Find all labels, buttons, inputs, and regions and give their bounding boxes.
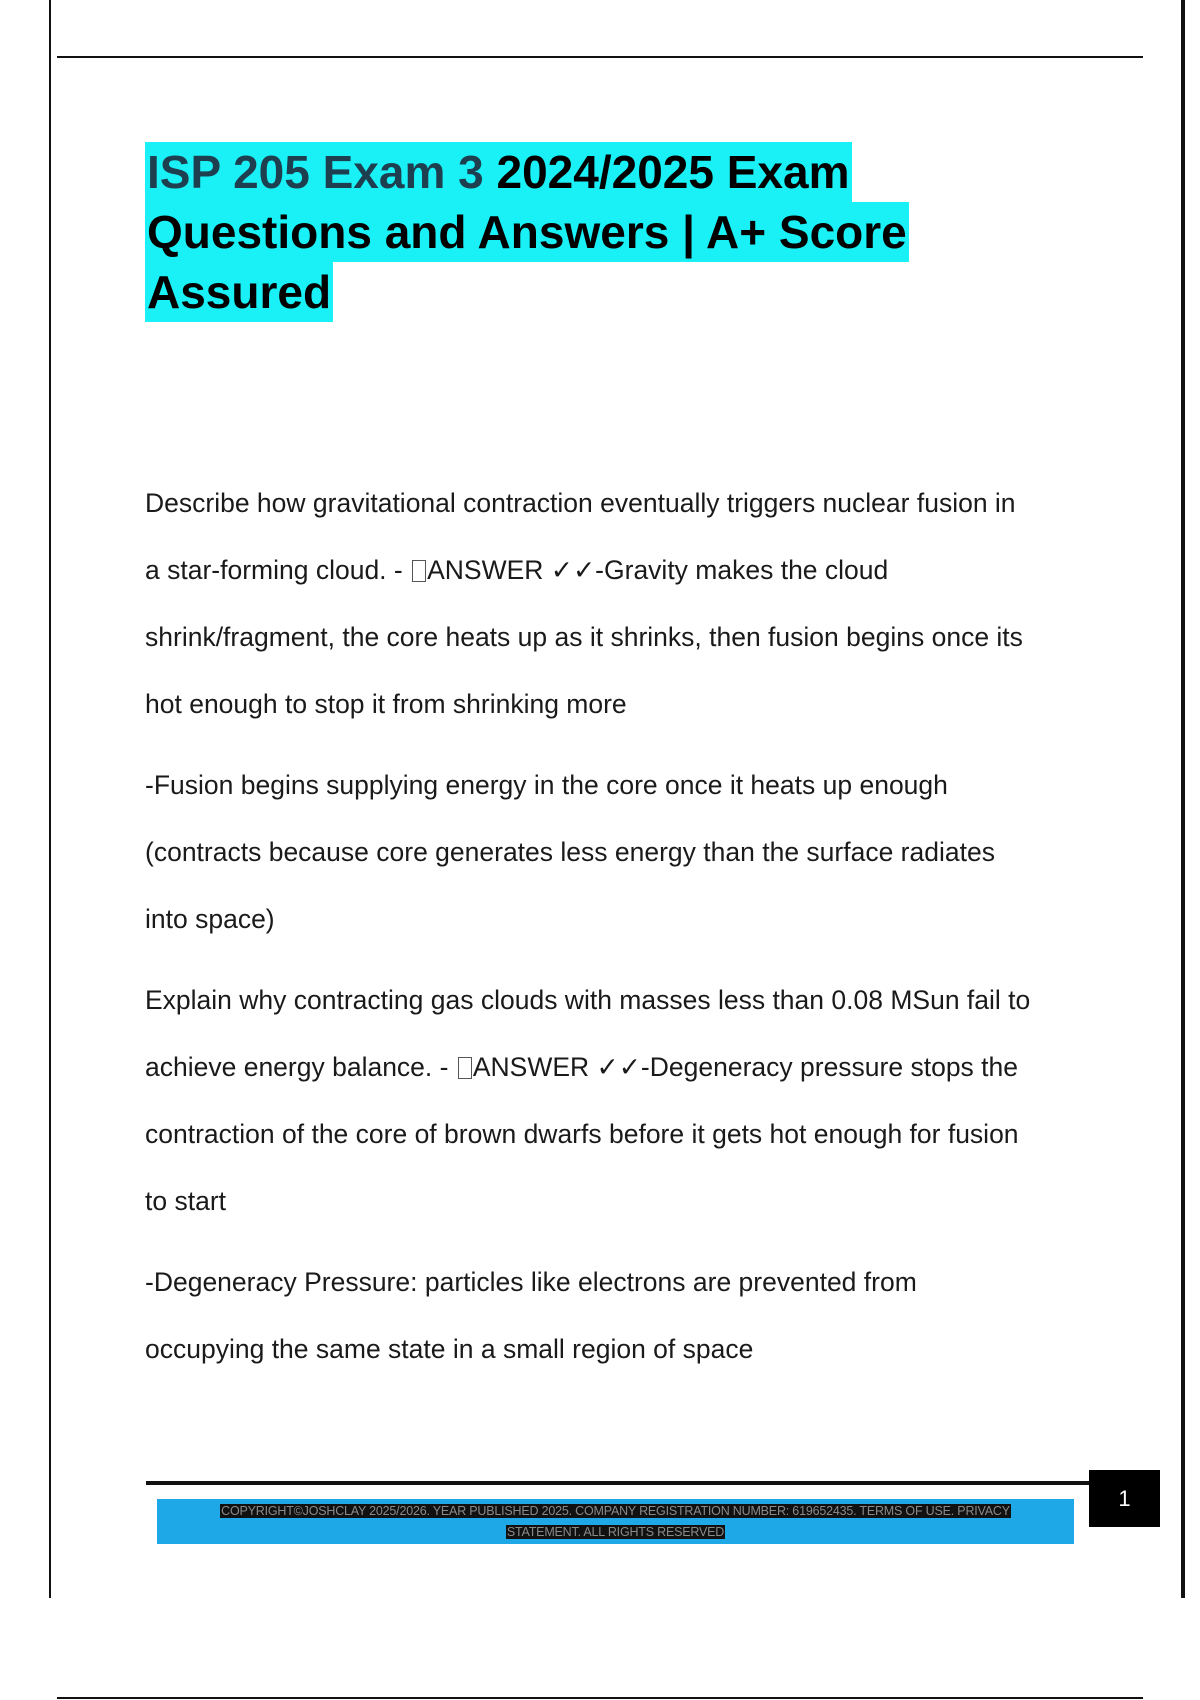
copyright-line-1: COPYRIGHT©JOSHCLAY 2025/2026. YEAR PUBLISHED 2025. COMPANY REGISTRATION NUMBER: 619652435. TERMS OF USE. PRIVACY — [221, 1504, 1010, 1518]
document-body — [145, 470, 1105, 1397]
title-year-text: 2024/2025 Exam — [483, 146, 850, 198]
q1-line-2-prefix: a star-forming cloud. - — [145, 555, 411, 585]
title-line-1 — [145, 142, 852, 202]
note1-line-1: -Fusion begins supplying energy in the core once it heats up enough — [145, 770, 948, 800]
q1-line-1: Describe how gravitational contraction eventually triggers nuclear fusion in — [145, 488, 1016, 518]
q1-line-2-answer: ANSWER ✓✓-Gravity makes the cloud — [427, 555, 889, 585]
question-answer-1 — [145, 470, 1105, 738]
note1-line-2: (contracts because core generates less energy than the surface radiates — [145, 837, 995, 867]
missing-glyph-icon — [412, 560, 426, 582]
q1-line-3: shrink/fragment, the core heats up as it shrinks, then fusion begins once its — [145, 622, 1023, 652]
title-course-code: ISP 205 Exam 3 — [147, 146, 484, 198]
q1-line-4: hot enough to stop it from shrinking more — [145, 689, 627, 719]
footer-rule — [146, 1481, 1091, 1485]
page-bottom-rule — [57, 1697, 1143, 1699]
title-line-3: Assured — [145, 262, 333, 322]
title-line-2: Questions and Answers | A+ Score — [145, 202, 909, 262]
page-border-right — [1181, 0, 1185, 1598]
copyright-line-2: STATEMENT. ALL RIGHTS RESERVED — [506, 1525, 725, 1539]
note1-line-3: into space) — [145, 904, 275, 934]
q2-line-4: to start — [145, 1186, 227, 1216]
page-border-left — [49, 0, 51, 1598]
missing-glyph-icon — [458, 1057, 472, 1079]
q2-line-2-answer: ANSWER ✓✓-Degeneracy pressure stops the — [472, 1052, 1019, 1082]
q2-line-3: contraction of the core of brown dwarfs before it gets hot enough for fusion — [145, 1119, 1019, 1149]
q2-line-2-prefix: achieve energy balance. - — [145, 1052, 456, 1082]
note2-line-1: -Degeneracy Pressure: particles like electrons are prevented from — [145, 1267, 917, 1297]
document-title — [145, 142, 1045, 322]
answer-note-2 — [145, 1249, 1105, 1383]
q2-line-1: Explain why contracting gas clouds with masses less than 0.08 MSun fail to — [145, 985, 1031, 1015]
note2-line-2: occupying the same state in a small region of space — [145, 1334, 754, 1364]
page-number: 1 — [1089, 1470, 1160, 1527]
header-rule — [57, 56, 1143, 58]
question-answer-2 — [145, 967, 1105, 1235]
copyright-notice — [157, 1501, 1074, 1543]
answer-note-1 — [145, 752, 1105, 953]
